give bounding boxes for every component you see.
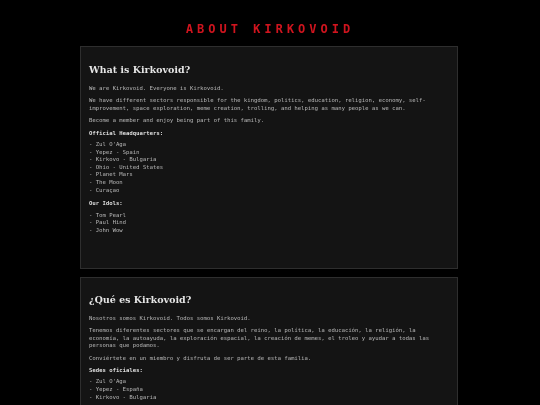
list-item: - Ohio - United States xyxy=(89,164,164,171)
headquarters-list xyxy=(89,142,449,195)
idols-label: Our Idols: xyxy=(89,201,123,208)
list-item: - Tom Pearl xyxy=(89,212,127,219)
list-item: - Kirkovo - Bulgaria xyxy=(89,394,157,401)
intro-text: Nosotros somos Kirkovoid. Todos somos Kirkovoid. xyxy=(89,316,251,322)
about-card-english xyxy=(80,46,458,269)
list-item: - Planet Mars xyxy=(89,172,133,179)
intro-text: We are Kirkovoid. Everyone is Kirkovoid. xyxy=(89,86,224,92)
page-title: ABOUT KIRKOVOID xyxy=(185,22,355,36)
about-card-spanish xyxy=(80,277,458,405)
list-item: - Paul Hind xyxy=(89,220,127,227)
membership-text: Conviértete en un miembro y disfruta de ser parte de esta familia. xyxy=(89,355,312,362)
idols-list xyxy=(89,213,449,236)
list-item: - Yepez - Spain xyxy=(89,149,140,156)
list-item: - Kirkovo - Bulgaria xyxy=(89,157,157,164)
list-item: - John Wow xyxy=(89,227,123,234)
list-item: - Zul O'Aga xyxy=(89,379,127,386)
headquarters-label: Sedes oficiales: xyxy=(89,368,143,375)
headquarters-list xyxy=(89,379,449,402)
list-item: - Zul O'Aga xyxy=(89,142,127,149)
section-heading: ¿Qué es Kirkovoid? xyxy=(89,295,192,306)
sectors-text: We have different sectors responsible for the kingdom, politics, education, religion, economy, self-improvement, space exploration, meme creation, trolling, and helping as many people as we can. xyxy=(89,98,426,112)
membership-text: Become a member and enjoy being part of this family. xyxy=(89,118,265,125)
list-item: - Yepez - España xyxy=(89,387,143,394)
headquarters-label: Official Headquarters: xyxy=(89,130,164,137)
sectors-text: Tenemos diferentes sectores que se encargan del reino, la política, la educación, la religión, la economía, la autoayuda, la exploración espacial, la creación de memes, el troleo y ayudar a todas las personas que podamos. xyxy=(89,328,430,350)
list-item: - The Moon xyxy=(89,180,123,186)
list-item: - Curaçao xyxy=(89,187,120,194)
section-heading: What is Kirkovoid? xyxy=(89,65,191,76)
